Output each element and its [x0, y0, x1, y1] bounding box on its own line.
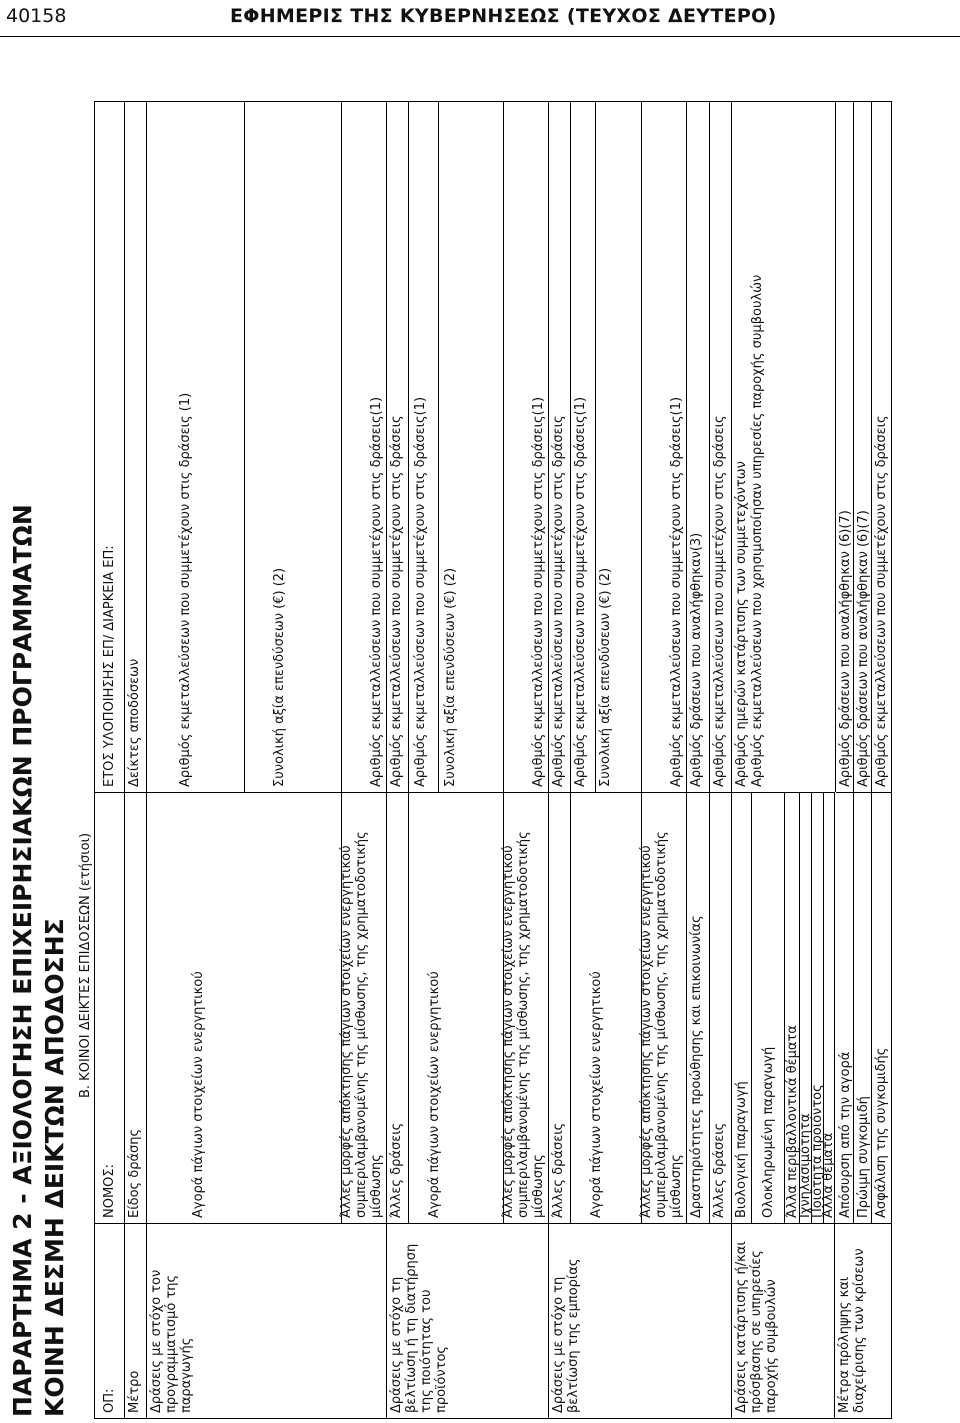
action-product-quality: Ποιότητα προϊόντος [812, 792, 824, 1223]
indicator-holdings: Αριθμός εκμεταλλεύσεων που συμμετέχουν στις δράσεις [387, 102, 409, 792]
action-other-actions: Άλλες δράσεις [549, 792, 571, 1223]
indicator-training-block [732, 102, 835, 792]
action-traceability: Ιχνηλασιμότητα [800, 792, 812, 1223]
indicator-holdings: Αριθμός εκμεταλλεύσεων που συμμετέχουν στις δράσεις(1) [342, 102, 387, 792]
action-buy-fixed-assets: Αγορά πάγιων στοιχείων ενεργητικού [147, 792, 342, 1223]
action-other-actions: Άλλες δράσεις [387, 792, 409, 1223]
indicator-holdings: Αριθμός εκμεταλλεύσεων που συμμετέχουν στις δράσεις(1) [504, 102, 549, 792]
divider [834, 1223, 835, 1418]
indicator-holdings: Αριθμός εκμεταλλεύσεων που συμμετέχουν στις δράσεις (1) [147, 102, 245, 792]
action-other-forms: Άλλες μορφές απόκτησης πάγιων στοιχείων ενεργητικού συμπεριλαμβανομένης της μίσθωσης, της χρηματοδοτικής μίσθωσης [504, 792, 549, 1223]
op-cell: ΟΠ: [95, 1223, 125, 1418]
page-number: 40158 [6, 5, 67, 27]
action-other-topics: Άλλα θέματα [824, 792, 835, 1223]
indicator-holdings: Αριθμός εκμεταλλεύσεων που συμμετέχουν στις δράσεις [549, 102, 571, 792]
action-integrated: Ολοκληρωμένη παραγωγή [752, 792, 785, 1223]
action-withdrawal: Απόσυρση από την αγορά [836, 792, 854, 1223]
action-other-actions: Άλλες δράσεις [710, 792, 732, 1223]
indicator-holdings: Αριθμός εκμεταλλεύσεων που συμμετέχουν στις δράσεις(1) [642, 102, 687, 792]
measure-marketing: Δράσεις με στόχο τη βελτίωση της εμπορίας [549, 1223, 732, 1418]
divider [386, 1223, 387, 1418]
section-title: Β. ΚΟΙΝΟΙ ΔΕΙΚΤΕΣ ΕΠΙΔΟΣΕΩΝ (ετήσιοι) [78, 832, 93, 1098]
indicator-actions: Αριθμός δράσεων που αναλήφθηκαν(3) [687, 102, 710, 792]
indicator-holdings: Αριθμός εκμεταλλεύσεων που συμμετέχουν στις δράσεις(1) [571, 102, 596, 792]
measure-crisis: Μέτρα πρόληψης και διαχείρισης των κρίσεων [835, 1223, 891, 1418]
measure-quality: Δράσεις με στόχο τη βελτίωση ή τη διατήρηση της ποιότητας του προϊόντος [387, 1223, 549, 1418]
measure-planning: Δράσεις με στόχο τον προγραμματισμό της παραγωγής [147, 1223, 387, 1418]
indicator-holdings: Αριθμός εκμεταλλεύσεων που συμμετέχουν στις δράσεις [710, 102, 732, 792]
divider [548, 1223, 549, 1418]
indicator-total-value: Συνολική αξία επενδύσεων (€) (2) [596, 102, 642, 792]
indicator-actions: Αριθμός δράσεων που αναλήφθηκαν (6)(7) [854, 102, 872, 792]
nomos-cell: ΝΟΜΟΣ: [95, 792, 125, 1223]
divider [731, 1223, 732, 1418]
col-header-action-type: Είδος δράσης [125, 792, 147, 1223]
document-subtitle: ΚΟΙΝΗ ΔΕΣΜΗ ΔΕΙΚΤΩΝ ΑΠΟΔΟΣΗΣ [40, 918, 69, 1417]
measure-training: Δράσεις κατάρτισης ή/και πρόσβασης σε υπηρεσίες παροχής συμβουλών [732, 1223, 835, 1418]
col-header-indicators: Δείκτες αποδόσεων [125, 102, 147, 792]
indicator-actions: Αριθμός δράσεων που αναλήφθηκαν (6)(7) [836, 102, 854, 792]
action-environment: Άλλα περιβαλλοντικά θέματα [785, 792, 800, 1223]
action-organic: Βιολογική παραγωγή [732, 792, 752, 1223]
indicator-total-value: Συνολική αξία επενδύσεων (€) (2) [439, 102, 504, 792]
indicator-total-value: Συνολική αξία επενδύσεων (€) (2) [245, 102, 342, 792]
indicator-holdings: Αριθμός εκμεταλλεύσεων που συμμετέχουν στις δράσεις(1) [409, 102, 439, 792]
indicator-holdings: Αριθμός εκμεταλλεύσεων που συμμετέχουν στις δράσεις [874, 415, 889, 787]
action-buy-fixed-assets: Αγορά πάγιων στοιχείων ενεργητικού [409, 792, 504, 1223]
action-other-forms: Άλλες μορφές απόκτησης πάγιων στοιχείων ενεργητικού συμπεριλαμβανομένης της μίσθωσης, της χρηματοδοτικής μίσθωσης [342, 792, 387, 1223]
action-buy-fixed-assets: Αγορά πάγιων στοιχείων ενεργητικού [571, 792, 642, 1223]
action-other-forms: Άλλες μορφές απόκτησης πάγιων στοιχείων ενεργητικού συμπεριλαμβανομένης της μίσθωσης, της χρηματοδοτικής μίσθωσης [642, 792, 687, 1223]
indicator-advisory: Αριθμός εκμεταλλεύσεων που χρησιμοποίησαν υπηρεσίες παροχής συμβουλών [750, 274, 765, 787]
action-green-harvest: Πρώιμη συγκομιδή [854, 792, 872, 1223]
action-insurance: Ασφάλιση της συγκομιδής [872, 792, 891, 1223]
gazette-title: ΕΦΗΜΕΡΙΣ ΤΗΣ ΚΥΒΕΡΝΗΣΕΩΣ (ΤΕΥΧΟΣ ΔΕΥΤΕΡΟ) [230, 5, 777, 27]
year-cell: ΕΤΟΣ ΥΛΟΠΟΙΗΣΗΣ ΕΠ/ ΔΙΑΡΚΕΙΑ ΕΠ: [95, 102, 125, 792]
col-header-measure: Μέτρο [125, 1223, 147, 1418]
document-title: ΠΑΡΑΡΤΗΜΑ 2 - ΑΞΙΟΛΟΓΗΣΗ ΕΠΙΧΕΙΡΗΣΙΑΚΩΝ ΠΡΟΓΡΑΜΜΑΤΩΝ [8, 504, 37, 1417]
indicator-training-days: Αριθμός ημερών κατάρτισης των συμμετεχόντων [734, 461, 749, 787]
indicator-table [94, 101, 892, 1419]
action-promotion: Δραστηριότητες προώθησης και επικοινωνίας [687, 792, 710, 1223]
